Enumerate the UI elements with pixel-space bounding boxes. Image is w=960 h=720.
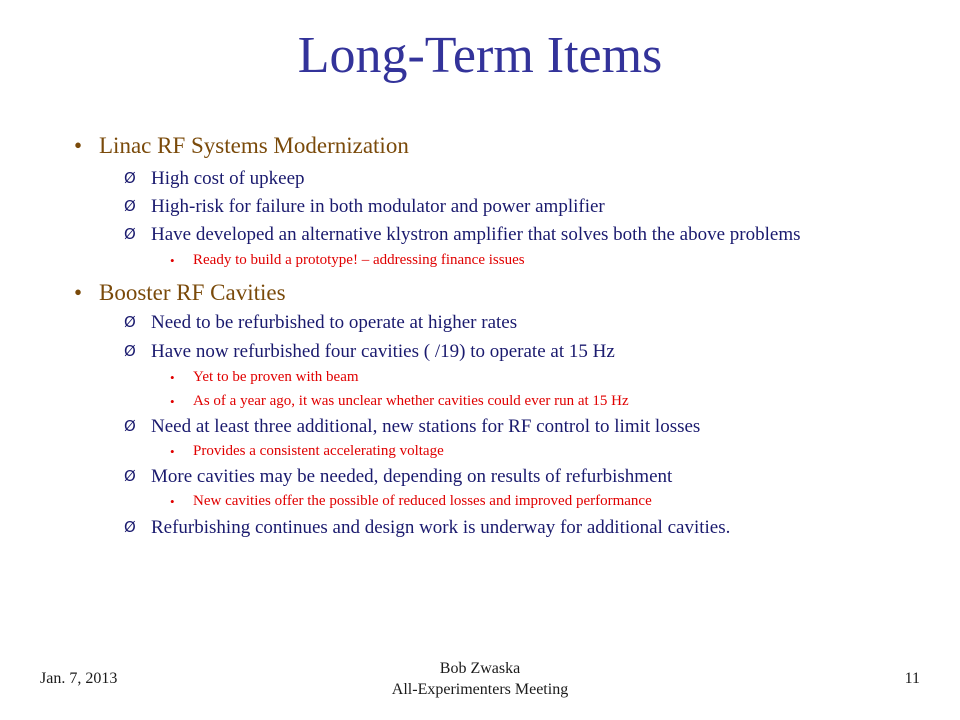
bullet-dot-icon: • <box>170 494 175 509</box>
sub-bullet-stations <box>72 416 892 437</box>
bullet-dot-icon: • <box>170 394 175 409</box>
arrow-bullet-icon: Ø <box>124 313 136 331</box>
bullet-dot-icon: • <box>170 253 175 268</box>
sub-sub-bullet-text: As of a year ago, it was unclear whether cavities could ever run at 15 Hz <box>193 393 629 409</box>
sub-sub-bullet-text: New cavities offer the possible of reduced losses and improved performance <box>193 493 652 509</box>
bullet-dot-icon: • <box>74 133 83 158</box>
arrow-bullet-icon: Ø <box>124 197 136 215</box>
sub-bullet-text: Refurbishing continues and design work is underway for additional cavities. <box>151 517 731 538</box>
bullet-booster-rf <box>72 279 892 307</box>
arrow-bullet-icon: Ø <box>124 169 136 187</box>
sub-bullet-upkeep <box>72 168 892 189</box>
sub-sub-bullet-text: Provides a consistent accelerating voltage <box>193 443 444 459</box>
footer-page-number: 11 <box>904 670 920 687</box>
bullet-dot-icon: • <box>170 370 175 385</box>
sub-sub-bullet-beam <box>72 368 892 387</box>
sub-sub-bullet-text: Ready to build a prototype! – addressing finance issues <box>193 252 525 268</box>
sub-bullet-risk <box>72 196 892 217</box>
sub-bullet-text: High cost of upkeep <box>151 168 305 189</box>
sub-bullet-text: Have developed an alternative klystron amplifier that solves both the above problems <box>151 224 801 245</box>
arrow-bullet-icon: Ø <box>124 225 136 243</box>
sub-sub-bullet-unclear <box>72 392 892 411</box>
bullet-linac-rf <box>72 132 892 160</box>
bullet-dot-icon: • <box>170 444 175 459</box>
arrow-bullet-icon: Ø <box>124 417 136 435</box>
sub-bullet-text: High-risk for failure in both modulator and power amplifier <box>151 196 605 217</box>
sub-bullet-text: Need to be refurbished to operate at higher rates <box>151 312 518 333</box>
sub-bullet-text: More cavities may be needed, depending on results of refurbishment <box>151 466 673 487</box>
arrow-bullet-icon: Ø <box>124 467 136 485</box>
sub-sub-bullet-prototype <box>72 251 892 270</box>
sub-sub-bullet-text: Yet to be proven with beam <box>193 369 359 385</box>
sub-bullet-design-work <box>72 517 892 538</box>
footer-date: Jan. 7, 2013 <box>40 670 118 687</box>
slide-content <box>72 132 892 538</box>
sub-sub-bullet-new-cavities <box>72 492 892 511</box>
sub-sub-bullet-voltage <box>72 442 892 461</box>
footer-presenter: Bob Zwaska <box>439 660 521 677</box>
footer-presenter-block <box>0 658 960 700</box>
sub-bullet-text: Need at least three additional, new stations for RF control to limit losses <box>151 416 701 437</box>
sub-bullet-klystron <box>72 224 892 245</box>
arrow-bullet-icon: Ø <box>124 342 136 360</box>
sub-bullet-text: Have now refurbished four cavities ( /19) to operate at 15 Hz <box>151 341 615 362</box>
slide-title: Long-Term Items <box>297 27 663 84</box>
arrow-bullet-icon: Ø <box>124 518 136 536</box>
sub-bullet-more-cavities <box>72 466 892 487</box>
bullet-dot-icon: • <box>74 280 83 305</box>
sub-bullet-four-cavities <box>72 341 892 362</box>
bullet-text: Linac RF Systems Modernization <box>99 133 409 158</box>
sub-bullet-refurbish <box>72 312 892 333</box>
bullet-text: Booster RF Cavities <box>99 280 286 305</box>
footer-meeting: All-Experimenters Meeting <box>391 681 569 698</box>
